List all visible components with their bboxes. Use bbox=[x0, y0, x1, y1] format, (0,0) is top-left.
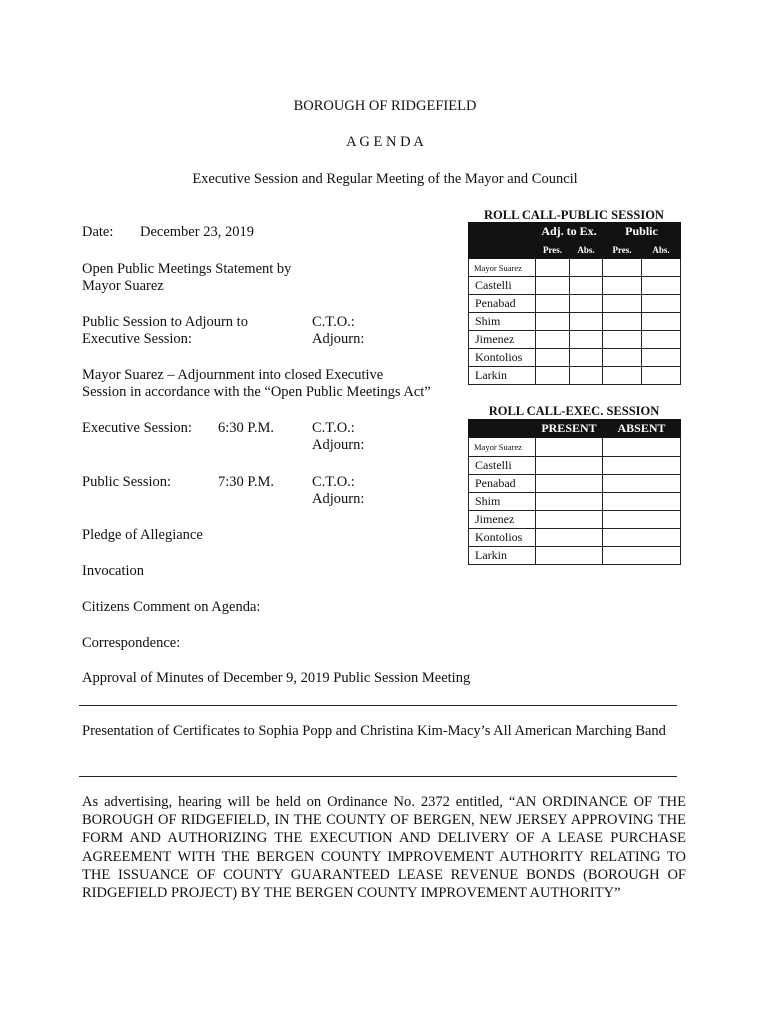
roll-exec-member: Jimenez bbox=[469, 511, 536, 529]
adjourn-line1: Public Session to Adjourn to bbox=[82, 314, 248, 330]
exec-session-adjourn: Adjourn: bbox=[312, 437, 365, 453]
checkbox-cell[interactable] bbox=[570, 259, 603, 277]
roll-public-member: Penabad bbox=[469, 295, 536, 313]
checkbox-cell[interactable] bbox=[570, 277, 603, 295]
checkbox-cell[interactable] bbox=[642, 313, 681, 331]
roll-public-public-abs: Abs. bbox=[642, 241, 681, 259]
checkbox-cell[interactable] bbox=[536, 475, 603, 493]
checkbox-cell[interactable] bbox=[536, 367, 570, 385]
roll-public-group-adj: Adj. to Ex. bbox=[536, 223, 603, 241]
checkbox-cell[interactable] bbox=[603, 493, 681, 511]
checkbox-cell[interactable] bbox=[603, 313, 642, 331]
exec-session-label: Executive Session: bbox=[82, 420, 192, 436]
checkbox-cell[interactable] bbox=[642, 349, 681, 367]
mayor-statement-line1: Mayor Suarez – Adjournment into closed Executive bbox=[82, 367, 384, 383]
checkbox-cell[interactable] bbox=[570, 367, 603, 385]
checkbox-cell[interactable] bbox=[536, 349, 570, 367]
table-row bbox=[469, 367, 681, 385]
checkbox-cell[interactable] bbox=[642, 367, 681, 385]
checkbox-cell[interactable] bbox=[603, 511, 681, 529]
checkbox-cell[interactable] bbox=[536, 313, 570, 331]
checkbox-cell[interactable] bbox=[570, 295, 603, 313]
roll-public-member: Shim bbox=[469, 313, 536, 331]
roll-exec-member: Penabad bbox=[469, 475, 536, 493]
minutes-item: Approval of Minutes of December 9, 2019 Public Session Meeting bbox=[82, 670, 471, 686]
ordinance-paragraph: As advertising, hearing will be held on Ordinance No. 2372 entitled, “AN ORDINANCE OF THE BOROUGH OF RIDGEFIELD, IN THE COUNTY OF BERGEN, NEW JERSEY APPROVING THE FORM AND AUTHORIZING THE EXECUTION AND DELIVERY OF A LEASE PURCHASE AGREEMENT WITH THE BERGEN COUNTY IMPROVEMENT AUTHORITY RELATING TO THE ISSUANCE OF COUNTY GUARANTEED LEASE REVENUE BONDS (BOROUGH OF RIDGEFIELD PROJECT) BY THE BERGEN COUNTY IMPROVEMENT AUTHORITY” bbox=[82, 794, 686, 902]
checkbox-cell[interactable] bbox=[642, 295, 681, 313]
checkbox-cell[interactable] bbox=[570, 331, 603, 349]
date-label: Date: bbox=[82, 224, 114, 240]
checkbox-cell[interactable] bbox=[536, 438, 603, 457]
table-row bbox=[469, 259, 681, 277]
checkbox-cell[interactable] bbox=[642, 277, 681, 295]
roll-exec-member: Castelli bbox=[469, 457, 536, 475]
roll-public-subheader-blank bbox=[469, 241, 536, 259]
table-row bbox=[469, 313, 681, 331]
roll-public-adj-pres: Pres. bbox=[536, 241, 570, 259]
table-row bbox=[469, 511, 681, 529]
checkbox-cell[interactable] bbox=[570, 313, 603, 331]
roll-exec-member: Kontolios bbox=[469, 529, 536, 547]
exec-session-cto: C.T.O.: bbox=[312, 420, 355, 436]
roll-public-member: Larkin bbox=[469, 367, 536, 385]
roll-exec-member: Larkin bbox=[469, 547, 536, 565]
checkbox-cell[interactable] bbox=[536, 511, 603, 529]
roll-exec-member: Mayor Suarez bbox=[469, 438, 536, 457]
checkbox-cell[interactable] bbox=[536, 277, 570, 295]
public-session-adjourn: Adjourn: bbox=[312, 491, 365, 507]
checkbox-cell[interactable] bbox=[603, 529, 681, 547]
agenda-title: A G E N D A bbox=[346, 134, 424, 150]
table-row bbox=[469, 331, 681, 349]
table-row bbox=[469, 529, 681, 547]
adjourn-cto: C.T.O.: bbox=[312, 314, 355, 330]
roll-public-member: Mayor Suarez bbox=[469, 259, 536, 277]
roll-exec-member: Shim bbox=[469, 493, 536, 511]
public-session-time: 7:30 P.M. bbox=[218, 474, 275, 490]
divider-1 bbox=[79, 705, 677, 706]
roll-public-member: Jimenez bbox=[469, 331, 536, 349]
checkbox-cell[interactable] bbox=[536, 295, 570, 313]
checkbox-cell[interactable] bbox=[536, 529, 603, 547]
roll-exec-header-blank bbox=[469, 420, 536, 438]
checkbox-cell[interactable] bbox=[603, 367, 642, 385]
public-session-cto: C.T.O.: bbox=[312, 474, 355, 490]
correspondence-item: Correspondence: bbox=[82, 635, 181, 651]
meeting-subtitle: Executive Session and Regular Meeting of the Mayor and Council bbox=[192, 171, 578, 187]
pledge-item: Pledge of Allegiance bbox=[82, 527, 203, 543]
checkbox-cell[interactable] bbox=[536, 331, 570, 349]
divider-2 bbox=[79, 776, 677, 777]
roll-public-title: ROLL CALL-PUBLIC SESSION bbox=[484, 208, 664, 222]
roll-exec-title: ROLL CALL-EXEC. SESSION bbox=[488, 404, 660, 418]
date-value: December 23, 2019 bbox=[140, 224, 254, 240]
exec-session-time: 6:30 P.M. bbox=[218, 420, 275, 436]
roll-public-group-public: Public bbox=[603, 223, 681, 241]
checkbox-cell[interactable] bbox=[536, 547, 603, 565]
checkbox-cell[interactable] bbox=[603, 547, 681, 565]
presentation-paragraph: Presentation of Certificates to Sophia Popp and Christina Kim-Macy’s All American Marching Band bbox=[82, 723, 666, 739]
roll-public-header-blank bbox=[469, 223, 536, 241]
mayor-statement-line2: Session in accordance with the “Open Public Meetings Act” bbox=[82, 384, 431, 400]
roll-public-member: Kontolios bbox=[469, 349, 536, 367]
table-row bbox=[469, 295, 681, 313]
checkbox-cell[interactable] bbox=[603, 259, 642, 277]
checkbox-cell[interactable] bbox=[603, 475, 681, 493]
table-row bbox=[469, 547, 681, 565]
opma-line1: Open Public Meetings Statement by bbox=[82, 261, 292, 277]
table-row bbox=[469, 475, 681, 493]
roll-public-adj-abs: Abs. bbox=[570, 241, 603, 259]
table-row bbox=[469, 457, 681, 475]
checkbox-cell[interactable] bbox=[603, 331, 642, 349]
checkbox-cell[interactable] bbox=[603, 295, 642, 313]
roll-exec-present-header: PRESENT bbox=[536, 420, 603, 438]
table-row bbox=[469, 349, 681, 367]
checkbox-cell[interactable] bbox=[603, 438, 681, 457]
roll-public-member: Castelli bbox=[469, 277, 536, 295]
checkbox-cell[interactable] bbox=[603, 457, 681, 475]
adjourn-line2: Executive Session: bbox=[82, 331, 192, 347]
checkbox-cell[interactable] bbox=[603, 277, 642, 295]
roll-public-public-pres: Pres. bbox=[603, 241, 642, 259]
roll-public-table bbox=[468, 222, 681, 385]
adjourn-adjourn: Adjourn: bbox=[312, 331, 365, 347]
checkbox-cell[interactable] bbox=[570, 349, 603, 367]
roll-exec-absent-header: ABSENT bbox=[603, 420, 681, 438]
public-session-label: Public Session: bbox=[82, 474, 172, 490]
checkbox-cell[interactable] bbox=[536, 457, 603, 475]
table-row bbox=[469, 438, 681, 457]
table-row bbox=[469, 493, 681, 511]
table-row bbox=[469, 277, 681, 295]
roll-exec-table bbox=[468, 419, 681, 565]
citizens-comment-item: Citizens Comment on Agenda: bbox=[82, 599, 261, 615]
invocation-item: Invocation bbox=[82, 563, 145, 579]
checkbox-cell[interactable] bbox=[642, 331, 681, 349]
checkbox-cell[interactable] bbox=[642, 259, 681, 277]
borough-title: BOROUGH OF RIDGEFIELD bbox=[293, 98, 477, 114]
opma-line2: Mayor Suarez bbox=[82, 278, 164, 294]
checkbox-cell[interactable] bbox=[603, 349, 642, 367]
checkbox-cell[interactable] bbox=[536, 259, 570, 277]
checkbox-cell[interactable] bbox=[536, 493, 603, 511]
